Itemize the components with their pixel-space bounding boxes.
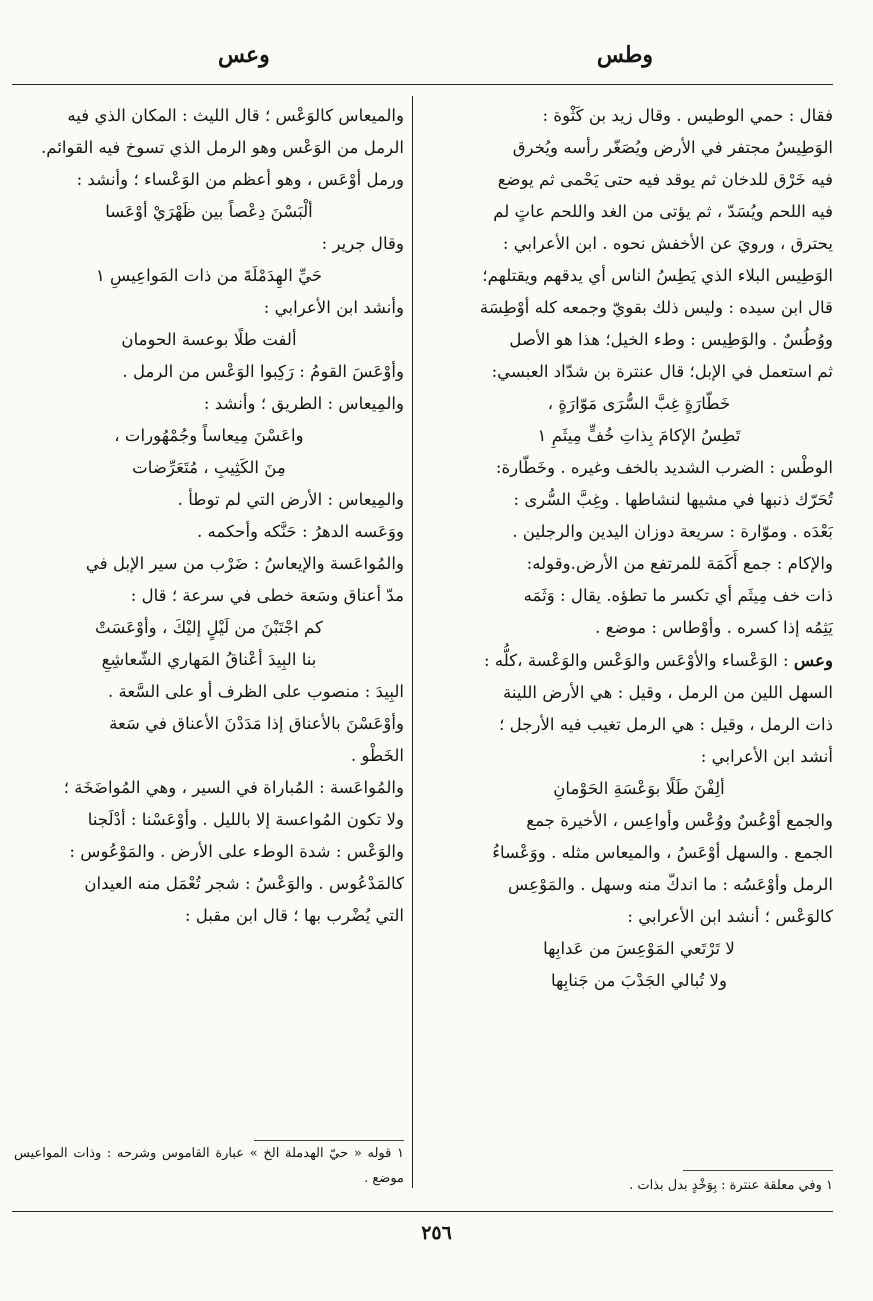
text-line: الوَطِيس البلاء الذي يَطِسُ الناس أي يدقهم ويقتلهم؛ [482, 266, 833, 285]
text-line: ووُطُسٌ . والوَطِيس : وطء الخيل؛ هذا هو الأصل [509, 330, 833, 349]
text-line: فيه خَرْق للدخان ثم يوقد فيه حتى يَحْمى ثم يوضع [497, 170, 833, 189]
text-line: أنشد ابن الأعرابي : [700, 747, 833, 766]
verse-line: مِنَ الكَثِيبِ ، مُتَعَرِّضات [132, 458, 286, 477]
text-line: الرمل وأوْعَسُه : ما اندكّ منه وسهل . والمَوْعِس [508, 875, 833, 894]
running-head-left: وعس [218, 42, 270, 68]
text-line: فقال : حمي الوطيس . وقال زيد بن كَثْوة : [542, 106, 833, 125]
footnote-rule-right [683, 1170, 833, 1171]
text-line: وأوْعَسَ القومُ : رَكِبوا الوَعْس من الرمل . [122, 362, 404, 381]
text-line: والوَعْس : شدة الوطء على الأرض . والمَوْعُوس : [69, 842, 404, 861]
text-line: الجمع . والسهل أوْعَسُ ، والميعاس مثله . ووَعْساءُ [492, 843, 833, 862]
verse-line: ألْبَسْنَ دِعْصاً بين ظَهْرَيْ أوْعَسا [105, 202, 313, 221]
text-line: كالمَدْعُوس . والوَعْسُ : شجر تُعْمَل منه العيدان [84, 874, 404, 893]
text-line: ذات الرمل ، وقيل : هي الرمل تغيب فيه الأرجل ؛ [499, 715, 833, 734]
verse-line: بنا البِيدَ أعْناقُ المَهاري الشّعاشِعِ [101, 650, 317, 669]
text-line: والميعاس كالوَعْس ؛ قال الليث : المكان الذي فيه [67, 106, 404, 125]
verse-line: ألِفْنَ طَلًا بوَعْسَةِ الحَوْمانِ [553, 779, 725, 798]
text-line: كالوَعْس ؛ أنشد ابن الأعرابي : [627, 907, 833, 926]
verse-line: خَطّارَةٍ غِبَّ السُّرَى مَوّارَةٍ ، [547, 394, 731, 413]
entry-start-line [445, 644, 833, 677]
text-line: يَثِمُه إذا كسره . وأوْطاس : موضع . [595, 618, 833, 637]
text-line: وأوْعَسْنَ بالأعناق إذا مَدَدْنَ الأعناق في سَعة [109, 714, 404, 733]
verse-line: واعَسْنَ مِيعاساً وجُمْهُورات ، [114, 426, 304, 445]
text-line: والإكام : جمع أَكَمَة للمرتفع من الأرض.وقوله: [526, 554, 833, 573]
text-line: مدّ أعناق وسَعة خطى في سرعة ؛ قال : [130, 586, 404, 605]
text-line: ووَعَسه الدهرُ : حَنَّكه وأحكمه . [196, 522, 404, 541]
entry-headword: وعس [793, 650, 833, 670]
verse-line: ألفت طلًا بوعسة الحومان [121, 330, 297, 349]
text-line: التي يُضْرب بها ؛ قال ابن مقبل : [184, 906, 404, 925]
verse-line: ولا تُبالي الجَدْبَ من جَنابِها [550, 971, 728, 990]
text-line: ثم استعمل في الإبل؛ قال عنترة بن شدّاد العبسي: [491, 362, 833, 381]
text-line: الخَطْو . [350, 746, 404, 765]
text-line: السهل اللين من الرمل ، وقيل : هي الأرض اللينة [502, 683, 833, 702]
verse-line: كم اجْتَبْنَ من لَيْلٍ إليْكَ ، وأوْعَسَتْ [95, 618, 323, 637]
text-line: والمِيعاس : الطريق ؛ وأنشد : [203, 394, 404, 413]
text-line: والمُواعَسة : المُباراة في السير ، وهي المُواضَخَة ؛ [63, 778, 404, 797]
text-line: الوَطِيسُ مجتفر في الأرض ويُصَغّر رأسه ويُخرق [512, 138, 833, 157]
text-line: البِيدَ : منصوب على الظرف أو على السَّعة . [107, 682, 404, 701]
verse-line: حَيِّ الهِدَمْلَةَ من ذات المَواعِيسِ ١ [95, 266, 323, 285]
left-column [14, 100, 404, 932]
text-line: ولا تكون المُواعسة إلا بالليل . وأوْعَسْنا : أدْلَجنا [87, 810, 404, 829]
text-line: ذات خف مِيثَم أي تكسر ما تطؤه. يقال : وَثَمَه [523, 586, 833, 605]
text-line: قال ابن سيده : وليس ذلك بقويّ وجمعه كله أوْطِسَة [479, 298, 833, 317]
text-line: ورمل أوْعَس ، وهو أعظم من الوَعْساء ؛ وأنشد : [76, 170, 404, 189]
text-line: والمِيعاس : الأرض التي لم توطأ . [177, 490, 404, 509]
verse-line: تَطِسُ الإكامَ بِذاتِ خُفٍّ مِيثَمِ ١ [537, 426, 741, 445]
header-rule [12, 84, 833, 85]
text-line: فيه اللحم ويُسَدّ ، ثم يؤتى من الغد واللحم عاتٍ لم [493, 202, 833, 221]
text-line: والجمع أوْعُسٌ ووُعْس وأواعِس ، الأخيرة جمع [526, 811, 833, 830]
text-line: تُحَرّك ذنبها في مشيها لنشاطها . وغِبَّ السُّرى : [513, 490, 833, 509]
text-line: بَعْدَه . وموّارة : سريعة دوزان اليدين والرجلين . [512, 522, 833, 541]
text-line: والمُواعَسة والإيعاسُ : ضَرْب من سير الإبل في [85, 554, 404, 573]
verse-line: لا تَرْتَعي المَوْعِسَ من عَدابِها [543, 939, 735, 958]
text-line: وقال جرير : [321, 234, 404, 253]
running-head-right: وطس [596, 42, 653, 68]
footer-rule [12, 1211, 833, 1212]
text-line: وأنشد ابن الأعرابي : [263, 298, 404, 317]
footnote-right: ١ وفي معلقة عنترة : بِوَخْدٍ بدل بذات . [629, 1178, 833, 1193]
footnote-left: ١ قوله « حيّ الهدملة الخ » عبارة القاموس وشرحه : وذات المواعيس موضع . [14, 1146, 404, 1186]
text-line: الوطْس : الضرب الشديد بالخف وغيره . وخَطّارة: [495, 458, 833, 477]
text-line: الرمل من الوَعْس وهو الرمل الذي تسوخ فيه القوائم. [41, 138, 404, 157]
text-line: يحترق ، ورويَ عن الأخفش نحوه . ابن الأعرابي : [502, 234, 833, 253]
column-divider [412, 96, 413, 1188]
page-number: ٢٥٦ [421, 1222, 452, 1244]
entry-definition: : الوَعْساء والأوْعَس والوَعْس والوَعْسة ،كلُّه : [484, 651, 789, 670]
right-column [445, 100, 833, 997]
